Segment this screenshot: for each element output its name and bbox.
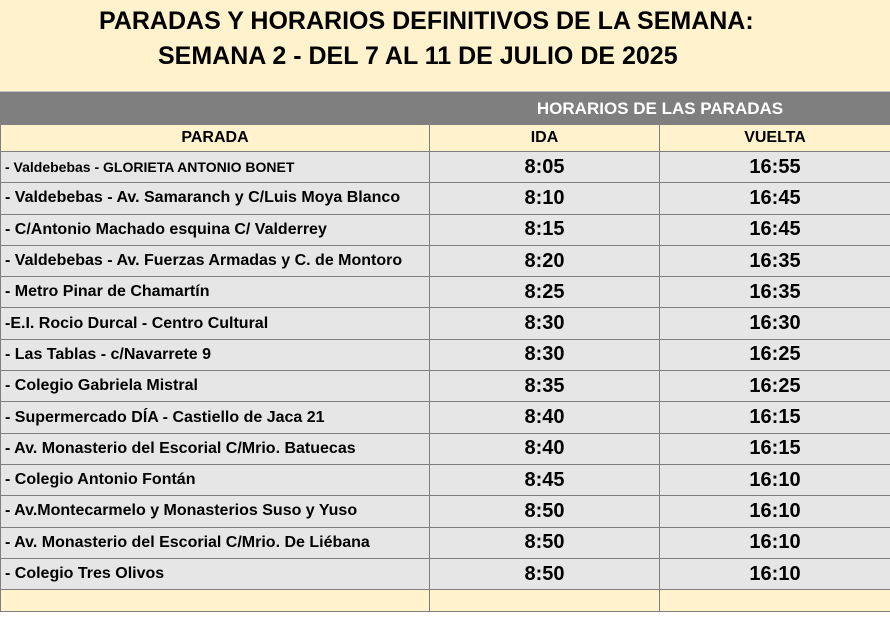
column-header-parada: PARADA: [1, 125, 430, 152]
group-header: HORARIOS DE LAS PARADAS: [430, 93, 890, 125]
stop-name-cell: - Las Tablas - c/Navarrete 9: [1, 339, 430, 370]
table-row: [1, 183, 890, 214]
vuelta-time-cell: 16:10: [660, 558, 890, 589]
group-header-row: [1, 93, 890, 125]
table-row: [1, 308, 890, 339]
column-header-ida: IDA: [430, 125, 660, 152]
footer-row: [1, 590, 890, 612]
table-row: [1, 371, 890, 402]
vuelta-time-cell: 16:10: [660, 464, 890, 495]
table-row: [1, 214, 890, 245]
ida-time-cell: 8:15: [430, 214, 660, 245]
group-header-empty-cell: [1, 93, 430, 125]
vuelta-time-cell: 16:25: [660, 371, 890, 402]
table-row: [1, 152, 890, 183]
table-row: [1, 496, 890, 527]
ida-time-cell: 8:40: [430, 433, 660, 464]
title-line-2: SEMANA 2 - DEL 7 AL 11 DE JULIO DE 2025: [158, 42, 678, 70]
table-row: [1, 245, 890, 276]
stop-name-cell: - Colegio Gabriela Mistral: [1, 371, 430, 402]
table-row: [1, 339, 890, 370]
vuelta-time-cell: 16:30: [660, 308, 890, 339]
vuelta-time-cell: 16:35: [660, 277, 890, 308]
table-row: [1, 277, 890, 308]
vuelta-time-cell: 16:25: [660, 339, 890, 370]
table-row: [1, 402, 890, 433]
stop-name-cell: - Valdebebas - Av. Samaranch y C/Luis Moya Blanco: [1, 183, 430, 214]
ida-time-cell: 8:40: [430, 402, 660, 433]
vuelta-time-cell: 16:15: [660, 402, 890, 433]
table-row: [1, 433, 890, 464]
stop-name-cell: - Colegio Antonio Fontán: [1, 464, 430, 495]
stop-name-cell: - Colegio Tres Olivos: [1, 558, 430, 589]
ida-time-cell: 8:20: [430, 245, 660, 276]
ida-time-cell: 8:50: [430, 527, 660, 558]
title-line-1: PARADAS Y HORARIOS DEFINITIVOS DE LA SEMANA:: [99, 7, 754, 35]
schedule-table: [0, 92, 890, 612]
vuelta-time-cell: 16:10: [660, 527, 890, 558]
vuelta-time-cell: 16:15: [660, 433, 890, 464]
stop-name-cell: - Av. Monasterio del Escorial C/Mrio. De Liébana: [1, 527, 430, 558]
column-header-vuelta: VUELTA: [660, 125, 890, 152]
ida-time-cell: 8:10: [430, 183, 660, 214]
table-row: [1, 558, 890, 589]
ida-time-cell: 8:25: [430, 277, 660, 308]
stop-name-cell: -E.I. Rocio Durcal - Centro Cultural: [1, 308, 430, 339]
table-row: [1, 464, 890, 495]
ida-time-cell: 8:30: [430, 339, 660, 370]
footer-empty-cell: [1, 590, 430, 612]
ida-time-cell: 8:05: [430, 152, 660, 183]
column-header-row: [1, 125, 890, 152]
table-row: [1, 527, 890, 558]
ida-time-cell: 8:45: [430, 464, 660, 495]
vuelta-time-cell: 16:10: [660, 496, 890, 527]
vuelta-time-cell: 16:45: [660, 214, 890, 245]
stop-name-cell: - C/Antonio Machado esquina C/ Valderrey: [1, 214, 430, 245]
ida-time-cell: 8:30: [430, 308, 660, 339]
stop-name-cell: - Supermercado DÍA - Castiello de Jaca 21: [1, 402, 430, 433]
stop-name-cell: - Valdebebas - GLORIETA ANTONIO BONET: [1, 152, 430, 183]
stop-name-cell: - Av.Montecarmelo y Monasterios Suso y Yuso: [1, 496, 430, 527]
ida-time-cell: 8:35: [430, 371, 660, 402]
title-block: [0, 0, 890, 92]
ida-time-cell: 8:50: [430, 558, 660, 589]
footer-empty-cell: [430, 590, 660, 612]
stop-name-cell: - Valdebebas - Av. Fuerzas Armadas y C. de Montoro: [1, 245, 430, 276]
footer-empty-cell: [660, 590, 890, 612]
stop-name-cell: - Metro Pinar de Chamartín: [1, 277, 430, 308]
vuelta-time-cell: 16:45: [660, 183, 890, 214]
vuelta-time-cell: 16:35: [660, 245, 890, 276]
stop-name-cell: - Av. Monasterio del Escorial C/Mrio. Batuecas: [1, 433, 430, 464]
ida-time-cell: 8:50: [430, 496, 660, 527]
vuelta-time-cell: 16:55: [660, 152, 890, 183]
